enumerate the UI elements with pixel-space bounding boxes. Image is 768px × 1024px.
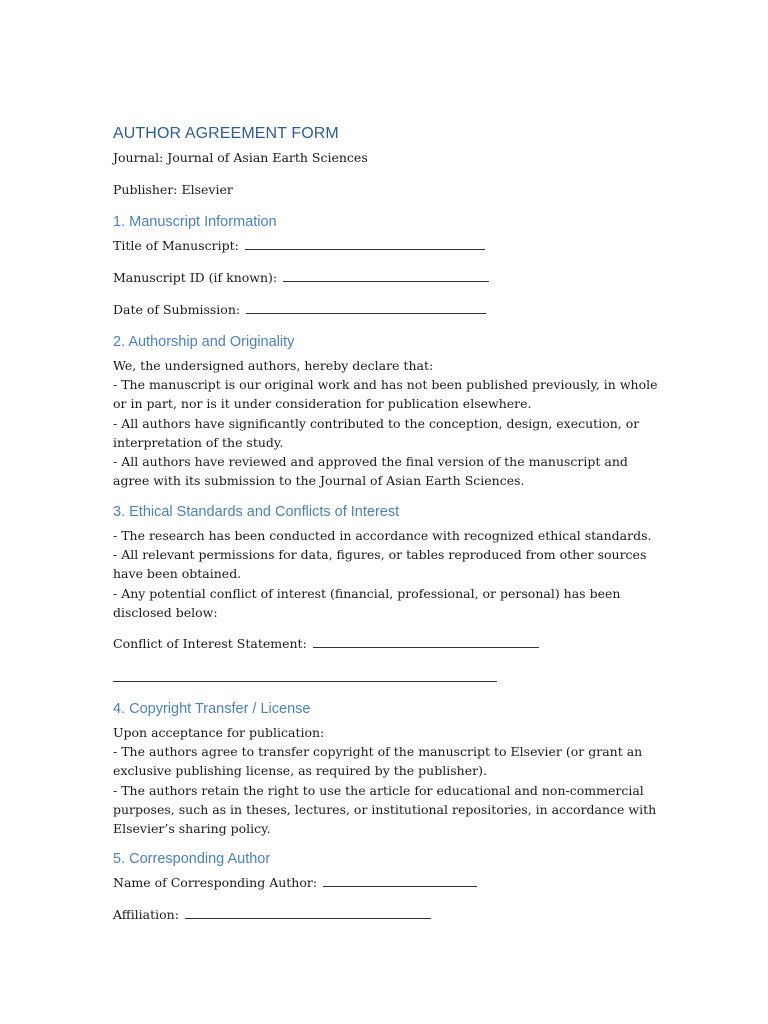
coi-statement-label: Conflict of Interest Statement:: [113, 636, 307, 651]
submission-date-label: Date of Submission:: [113, 302, 241, 317]
affiliation-label: Affiliation:: [113, 907, 179, 922]
section-2-body: [113, 356, 658, 490]
corresponding-author-row: [113, 873, 477, 892]
manuscript-id-label: Manuscript ID (if known):: [113, 270, 278, 285]
section-4-body: [113, 723, 658, 838]
authorship-approval-item: - All authors have reviewed and approved the final version of the manuscript and agree with its submission to the Journal of Asian Earth Sciences.: [113, 454, 628, 489]
publisher-line: Publisher: Elsevier: [113, 182, 233, 197]
corresponding-author-label: Name of Corresponding Author:: [113, 875, 318, 890]
manuscript-title-row: [113, 236, 485, 255]
copyright-retained-rights-item: - The authors retain the right to use the article for educational and non-commercial purposes, such as in theses, lectures, or institutional repositories, in accordance with Elsevier’s sharing policy.: [113, 782, 657, 837]
authorship-intro: We, the undersigned authors, hereby declare that:: [113, 358, 434, 373]
manuscript-id-row: [113, 268, 489, 287]
section-3-heading: 3. Ethical Standards and Conflicts of Interest: [113, 504, 400, 520]
manuscript-title-label: Title of Manuscript:: [113, 238, 239, 253]
authorship-contribution-item: - All authors have significantly contributed to the conception, design, execution, or interpretation of the study.: [113, 415, 640, 450]
section-5-heading: 5. Corresponding Author: [113, 851, 271, 867]
manuscript-title-field[interactable]: [245, 237, 485, 250]
section-1-heading: 1. Manuscript Information: [113, 214, 277, 230]
section-4-heading: 4. Copyright Transfer / License: [113, 701, 311, 717]
submission-date-field[interactable]: [246, 301, 486, 314]
copyright-intro: Upon acceptance for publication:: [113, 725, 325, 740]
submission-date-row: [113, 300, 486, 319]
form-title: AUTHOR AGREEMENT FORM: [113, 125, 339, 142]
ethics-standards-item: - The research has been conducted in accordance with recognized ethical standards.: [113, 528, 652, 543]
section-3-body: [113, 526, 658, 622]
section-2-heading: 2. Authorship and Originality: [113, 334, 295, 350]
journal-line: Journal: Journal of Asian Earth Sciences: [113, 150, 368, 165]
copyright-transfer-item: - The authors agree to transfer copyright of the manuscript to Elsevier (or grant an exclusive publishing license, as required by the publisher).: [113, 744, 643, 779]
coi-statement-continuation-field[interactable]: [113, 681, 497, 682]
affiliation-row: [113, 905, 431, 924]
manuscript-id-field[interactable]: [283, 269, 489, 282]
coi-statement-row: [113, 634, 539, 653]
affiliation-field[interactable]: [185, 906, 431, 919]
coi-statement-field[interactable]: [313, 635, 539, 648]
corresponding-author-field[interactable]: [323, 874, 477, 887]
authorship-originality-item: - The manuscript is our original work and has not been published previously, in whole or in part, nor is it under consideration for publication elsewhere.: [113, 377, 658, 412]
ethics-conflict-item: - Any potential conflict of interest (financial, professional, or personal) has been disclosed below:: [113, 585, 621, 620]
ethics-permissions-item: - All relevant permissions for data, figures, or tables reproduced from other sources have been obtained.: [113, 547, 647, 582]
